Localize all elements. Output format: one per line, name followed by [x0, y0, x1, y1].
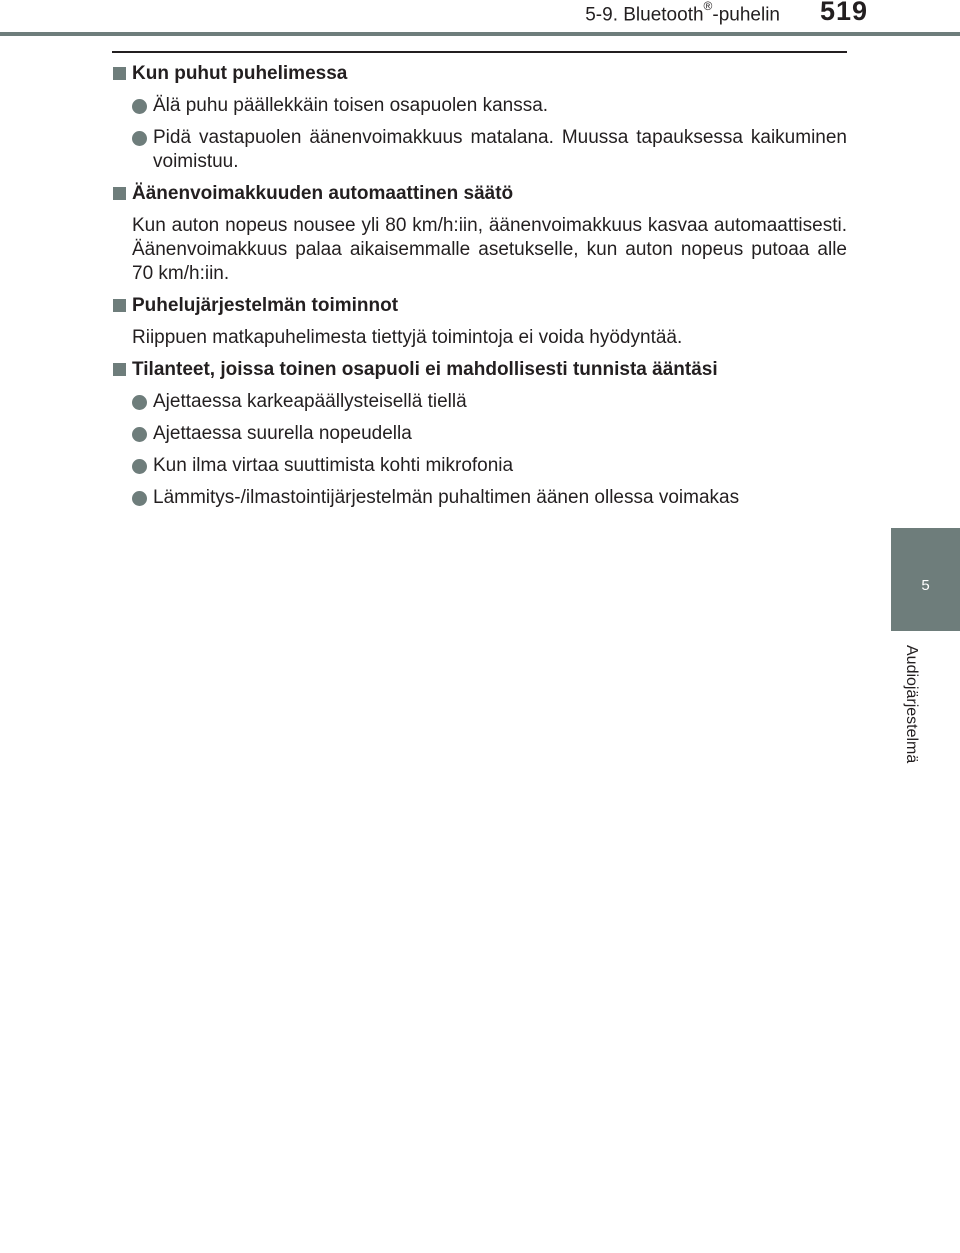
- section-heading: [112, 358, 847, 382]
- list-item: [112, 454, 847, 478]
- chapter-label: Audiojärjestelmä: [903, 645, 920, 764]
- square-bullet-icon: [113, 299, 126, 312]
- square-bullet-icon: [113, 67, 126, 80]
- registered-mark: ®: [703, 0, 713, 13]
- section-auto-volume: [112, 182, 847, 286]
- circle-bullet-icon: [132, 131, 147, 146]
- circle-bullet-icon: [132, 99, 147, 114]
- header-title-suffix: -puhelin: [712, 4, 780, 26]
- circle-bullet-icon: [132, 395, 147, 410]
- chapter-number: 5: [921, 577, 930, 594]
- section-heading: [112, 182, 847, 206]
- list-item-text: Älä puhu päällekkäin toisen osapuolen kanssa.: [153, 95, 549, 116]
- list-item: [112, 422, 847, 446]
- list-item: [112, 126, 847, 174]
- square-bullet-icon: [113, 187, 126, 200]
- circle-bullet-icon: [132, 491, 147, 506]
- running-header: [0, 2, 780, 26]
- page-number: 519: [820, 0, 869, 26]
- main-content: [112, 62, 847, 518]
- content-top-rule: [112, 51, 847, 53]
- section-heading: [112, 62, 847, 86]
- list-item: [112, 390, 847, 414]
- list-item: [112, 94, 847, 118]
- list-item: [112, 486, 847, 510]
- section-heading: [112, 294, 847, 318]
- section-voice-recognition: [112, 358, 847, 510]
- heading-text: Kun puhut puhelimessa: [132, 63, 348, 84]
- circle-bullet-icon: [132, 427, 147, 442]
- heading-text: Tilanteet, joissa toinen osapuoli ei mahdollisesti tunnista ääntäsi: [132, 359, 718, 380]
- list-item-text: Pidä vastapuolen äänenvoimakkuus matalana. Muussa tapauksessa kaikuminen voimistuu.: [153, 127, 847, 172]
- header-rule: [0, 32, 960, 36]
- list-item-text: Kun ilma virtaa suuttimista kohti mikrofonia: [153, 455, 514, 476]
- section-call-functions: [112, 294, 847, 350]
- chapter-tab: [891, 528, 960, 631]
- list-item-text: Lämmitys-/ilmastointijärjestelmän puhaltimen äänen ollessa voimakas: [153, 487, 740, 508]
- section-during-call: [112, 62, 847, 174]
- list-item-text: Ajettaessa suurella nopeudella: [153, 423, 412, 444]
- list-item-text: Ajettaessa karkeapäällysteisellä tiellä: [153, 391, 467, 412]
- square-bullet-icon: [113, 363, 126, 376]
- circle-bullet-icon: [132, 459, 147, 474]
- heading-text: Puhelujärjestelmän toiminnot: [132, 295, 399, 316]
- section-paragraph: Kun auton nopeus nousee yli 80 km/h:iin, äänenvoimakkuus kasvaa automaattisesti. Äänenvoimakkuus palaa aikaisemmalle asetukselle, kun auton nopeus putoaa alle 70 km/h:iin.: [132, 215, 847, 284]
- header-title-prefix: 5-9. Bluetooth: [585, 4, 704, 26]
- section-paragraph: Riippuen matkapuhelimesta tiettyjä toimintoja ei voida hyödyntää.: [132, 327, 683, 348]
- heading-text: Äänenvoimakkuuden automaattinen säätö: [132, 183, 514, 204]
